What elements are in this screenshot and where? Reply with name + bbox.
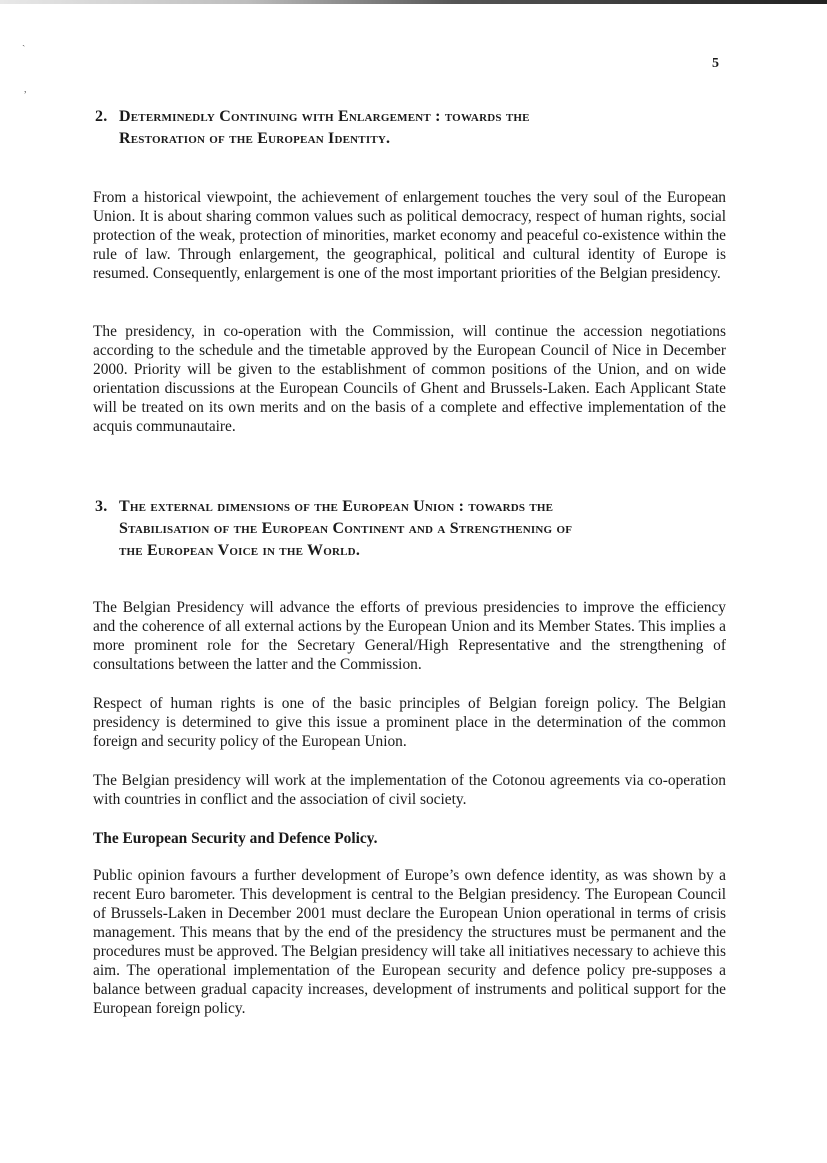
section-3-paragraph-2: Respect of human rights is one of the basic principles of Belgian foreign policy. The Belgian presidency is determined to give this issue a prominent place in the determination of the common foreign and security policy of the European Union.: [93, 695, 726, 750]
section-2-title-line-1: 2. Determinedly Continuing with Enlargement : towards the: [95, 106, 727, 128]
section-2-title-line-2: Restoration of the European Identity.: [119, 130, 391, 147]
section-2-paragraph-1: From a historical viewpoint, the achievement of enlargement touches the very soul of the European Union. It is about sharing common values such as political democracy, respect of human rights, social protection of the weak, protection of minorities, market economy and peaceful co-existence within the rule of law. Through enlargement, the geographical, political and cultural identity of Europe is resumed. Consequently, enlargement is one of the most important priorities of the Belgian presidency.: [93, 189, 726, 282]
section-2-heading: [95, 106, 727, 150]
section-3-title-line-2: Stabilisation of the European Continent and a Strengthening of: [119, 520, 573, 537]
section-3-title-line-3: the European Voice in the World.: [119, 542, 361, 559]
page-number: 5: [712, 56, 719, 71]
defence-policy-paragraph: Public opinion favours a further development of Europe’s own defence identity, as was shown by a recent Euro barometer. This development is central to the Belgian presidency. The European Council of Brussels-Laken in December 2001 must declare the European Union operational in terms of crisis management. This means that by the end of the presidency the structures must be permanent and the procedures must be approved. The Belgian presidency will take all initiatives necessary to achieve this aim. The operational implementation of the European security and defence policy pre-supposes a balance between gradual capacity increases, development of instruments and political support for the European foreign policy.: [93, 867, 726, 1017]
defence-policy-subheading: The European Security and Defence Policy.: [93, 830, 378, 847]
scan-edge-line: [0, 0, 827, 4]
section-3-title-line-1: 3. The external dimensions of the European Union : towards the: [95, 496, 727, 518]
section-3-paragraph-1: The Belgian Presidency will advance the efforts of previous presidencies to improve the efficiency and the coherence of all external actions by the European Union and its Member States. This implies a more prominent role for the Secretary General/High Representative and the strengthening of consultations between the latter and the Commission.: [93, 599, 726, 673]
section-2-number: 2.: [95, 108, 108, 125]
section-3-paragraph-3: The Belgian presidency will work at the implementation of the Cotonou agreements via co-operation with countries in conflict and the association of civil society.: [93, 772, 726, 808]
section-3-number: 3.: [95, 498, 108, 515]
scan-speck: ˎ: [22, 36, 26, 47]
section-3-heading: [95, 496, 727, 562]
scan-speck: ,: [24, 84, 27, 95]
section-2-paragraph-2: The presidency, in co-operation with the Commission, will continue the accession negotiations according to the schedule and the timetable approved by the European Council of Nice in December 2000. Priority will be given to the establishment of common positions of the Union, and on wide orientation discussions at the European Councils of Ghent and Brussels-Laken. Each Applicant State will be treated on its own merits and on the basis of a complete and effective implementation of the acquis communautaire.: [93, 323, 726, 435]
